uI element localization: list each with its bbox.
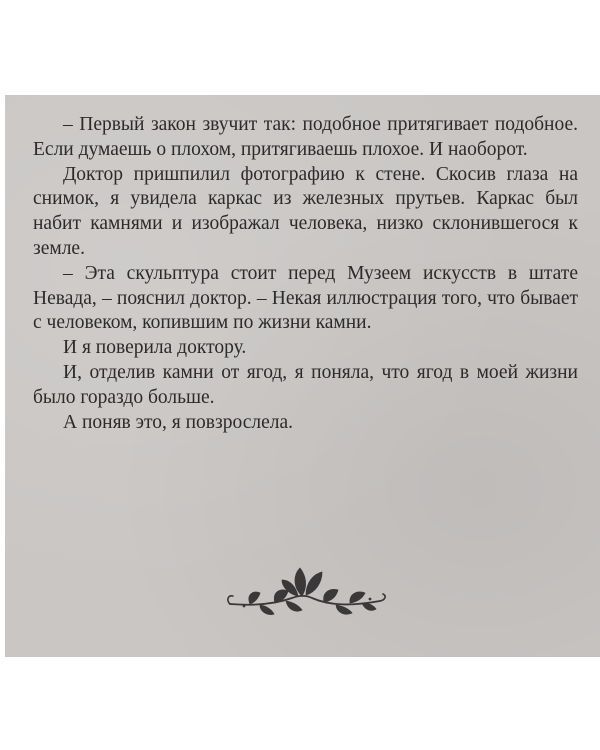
book-page [5, 95, 600, 657]
paragraph-5: И, отделив камни от ягод, я поняла, что ягод в моей жизни было гораздо больше. [33, 361, 578, 408]
leaf-vine-icon [220, 560, 390, 630]
paragraph-4: И я поверила доктору. [63, 337, 247, 359]
paragraph-6: А поняв это, я повзрослела. [63, 411, 293, 433]
paragraph-2: Доктор пришпилил фотографию к стене. Скосив глаза на снимок, я увидела каркас из железных прутьев. Каркас был набит камнями и изображал человека, низко склонившегося к земле. [33, 163, 578, 259]
page-text [33, 113, 578, 435]
paragraph-1: – Первый закон звучит так: подобное притягивает подобное. Если думаешь о плохом, притягиваешь плохое. И наоборот. [33, 114, 578, 160]
paragraph-3: – Эта скульптура стоит перед Музеем искусств в штате Невада, – пояснил доктор. – Некая иллюстрация того, что бывает с человеком, копившим по жизни камни. [33, 262, 578, 334]
